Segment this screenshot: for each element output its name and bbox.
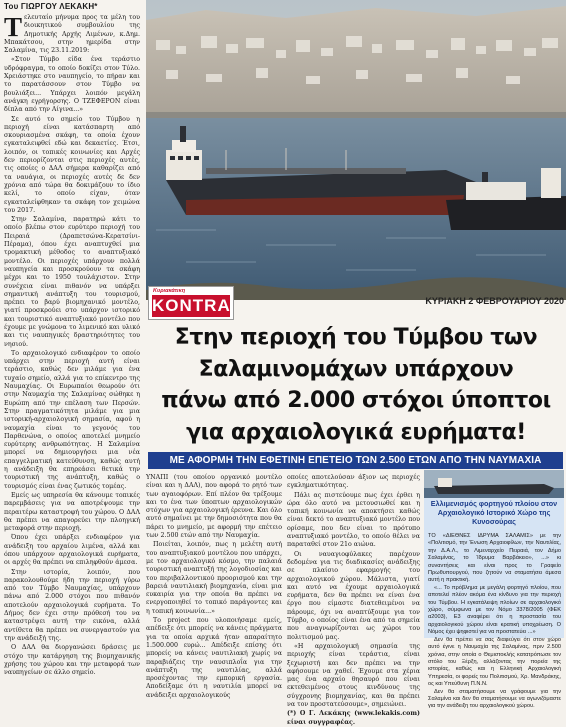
headline (146, 322, 566, 448)
issue-date: ΚΥΡΙΑΚΗ 2 ΦΕΒΡΟΥΑΡΙΟΥ 2020 (425, 296, 564, 306)
dropcap: Τ (4, 12, 23, 42)
subheadline-bar: ΜΕ ΑΦΟΡΜΗ ΤΗΝ ΕΦΕΤΙΝΗ ΕΠΕΤΕΙΟ ΤΩΝ 2.500 ΕΤΩΝ ΑΠΟ ΤΗΝ ΝΑΥΜΑΧΙΑ (148, 452, 563, 469)
byline: Του ΓΙΩΡΓΟΥ ΛΕΚΑΚΗ* (4, 2, 98, 11)
left-column (4, 12, 140, 677)
article-paragraph: Οι ναυαγιοφύλακες παρέχουν δεδομένα για τις διαδικασίες ανάδειξης σε πλαίσιο εφαρμογής του αρχαιολογικού χώρου. Μάλιστα, γιατί και αυτό να έχουμε αρχαιολογικά ευρήματα, δεν θα πρέπει να είναι ένα έργο που είμαστε διατεθειμένοι να πάρουμε, όχι να αναπτύξουμε για τον Τύμβο, ο οποίος είναι ένα από τα σημεία που αναγνωρίζονται ως χώροι του πολιτισμού μας. (287, 550, 420, 641)
left-paragraph: Στην Σαλαμίνα, παρατηρώ κάτι το οποίο βλέπω στον ευρύτερο περιοχή του Πειραιά (Δραπετσώνα-Κερατσίνι-Πέραμα), όπου έχει αναπτυχθεί μια τρομακτική μέθοδος το αναπτυξιακό μοντέλο. Οι περιοχές υπάρχουν πολλά ναυπηγεία και προσκρούουν τα σκάφη μέχρι και το 1950 τουλάχιστον. Στην συνέχεια είναι πιθανόν να υπάρξει σημαντική ανάπτυξη του τουρισμού, πρέπει το βαρύ βιομηχανικό μοντέλο, γιατί προσκρούει στο υπάρχον ιστορικό και τουριστικό αναπτυξιακό μοντέλο που έχουμε με γνώμονα το λιμενικό και υλικό και τις ναυπηγικές δραστηριότητες του νησιού. (4, 216, 140, 348)
sidebar-body (428, 533, 561, 710)
headline-line: για αρχαιολογικά ευρήματα! (186, 419, 526, 445)
article-paragraph: Πάλι ας πιστεύουμε πως έχει έρθει η ώρα όλο αυτό να μετουσιωθεί και η τοπική κοινωνία να αποκτήσει καθώς είναι δεκτό το αναπτυξιακό μοντέλο που ορίσαμε, που δεν είναι το πρότυπο αναπτυξιακό μοντέλο, το οποίο θέλει να παραταθεί στον 21ο αιώνα. (287, 491, 420, 549)
left-paragraph: «Στον Τύμβο είδα ένα τεράστιο υδρόφραγμα, το οποίο δοκίζει στον Τύλο. Χρειάστηκε στο ναυπηγείο, το πήραν και το παρατάσσουν στον Τύμβο να βουλιάξει... Υπάρχει λοιπόν μεγάλη ανάγκη εγρήγορσης. Ο ΤΖΕΦΕΡΟΝ είναι δίπλα από την Αίγινα...» (4, 56, 140, 114)
sidebar-title: Ελλιμενισμός φορτηγού πλοίου στον Αρχαιολογικό Ιστορικό Χώρο της Κυνοσούρας (430, 499, 558, 526)
sidebar-paragraph: ΤΟ «ΔΙΕΘΝΕΣ ΙΔΡΥΜΑ ΣΑΛΑΜΙΣ» με την «Πολιτισμό, την Ένωση Αρχαιοφίλων, την Ναυτιλίας, την Δ.Α.Λ., το Λιμεναρχείο Πειραιά, τον Δήμο Σαλαμίνας, το Ίδρυμα Βαρβάκειο», ...» κι συναντήσεις και είναι προς το Γραφείο Πρωθυπουργού, που ζητούν να σταματήσει άμεσα αυτή η πρακτική. (428, 533, 561, 584)
left-paragraph: Το αρχαιολογικό ενδιαφέρον το οποίο υπάρχει στην περιοχή αυτή είναι τεράστιο, καθώς δεν μιλάμε για ένα τυχαίο σημείο, αλλά για το επίκεντρο της Ναυμαχίας. Οι Ευρωπαίοι θεωρούν ότι στην Ναυμαχία της Σαλαμίνας σώθηκε η Ευρώπη από την επέλαση των Περσών. Στην πραγματικότητα μιλάμε για μια ιστορική-αρχαιολογική σημασία, αφού η ναυμαχία είναι το γεγονός του Παρθενώνα, ο οποίος αποτελεί μνημείο ευρύτερης ανθρωπότητας. Η Σαλαμίνα μπορεί να δημιουργήσει μια νέα επαγγελματική κατεύθυνση, καθώς αυτή η ανάδειξη θα επηρεάσει θετικά την τουριστική της ανάπτυξη, καθώς ο τουρισμός είναι ένας ζωτικός τομέας. (4, 349, 140, 490)
harbor-photo-illustration (146, 0, 566, 300)
article-column-1 (146, 474, 282, 699)
kontra-logo-top: Κυριακάτικη (153, 288, 186, 294)
article-paragraph: οποίες αποτελούσαν άξιον ως περιοχές εγκληματικότητας. (287, 474, 420, 490)
sidebar-paragraph: «... Το πρόβλημα με μεγάλη φορτηγό πλοίου, που αποτελεί πλέον ακόμα ένα κίνδυνο για την περιοχή του Τύμβου. Η εγκατάλειψη πλοίων σε αρχαιολογικό χώρο, σύμφωνα με τον Νόμο 3378/2005 (ΦΕΚ α2003), Ε3 αναφέρει ότι η προστασία του αρχαιολογικού χώρου είναι κρατική υποχρέωση. Ο Νόμος έχει ψηφιστεί για να προστατεύει ...» (428, 584, 561, 636)
article-column-2 (287, 474, 420, 726)
left-paragraph: Εμείς ως υπηρεσία θα κάνουμε τοπικές παρεμβάσεις για να αποτρέψουμε την περαιτέρω καταστροφή του χώρου. Ο ΔΑΛ θα πρέπει να απαγορεύει την πλοηγική μεταφορά στην περιοχή. (4, 491, 140, 533)
sidebar-paragraph: Δεν θα σταματήσουμε να γράφουμε για την Σαλαμίνα και δεν θα σταματήσουμε να αγωνιζόμαστε για την ανάδειξη του αρχαιολογικού χώρου. (428, 688, 561, 710)
left-paragraph: Όπου έχει υπάρξει ενδιαφέρον για ανάδειξη του αρχαίου λιμένα, αλλά και όπου υπάρχουν αρχαιολογικά ευρήματα, οι αρχές θα πρέπει να επιληφθούν άμεσα. (4, 534, 140, 567)
left-paragraph: Στην ιστορία, λοιπόν, που παρακολουθούμε ήδη την περιοχή γύρω από τον Τύμβο Ναυμαχίας, υπάρχουν πάνω από 2.000 στόχοι που πιθανόν αποτελούν αρχαιολογικά ευρήματα. Το Δήμος δεν έχει στην πρόθεσή του να καταστρέψει αυτή την εικόνα, αλλά αντίθετα θα πρέπει να συνεργαστούν για την ανάδειξή της. (4, 568, 140, 642)
kontra-logo (148, 286, 234, 320)
headline-line: Στην περιοχή του Τύμβου των (174, 325, 538, 350)
sidebar-paragraph: Δεν θα πρέπει να σας διαφεύγει ότι στον χώρο αυτό έγινε η Ναυμαχία της Σαλαμίνας, πριν 2.500 χρόνια, στην οποία ο Θεμιστοκλής κατατρόπωσε τον στόλο του Ξέρξη, αλλάζοντας την πορεία της ιστορίας, καθώς και η Ελληνική Αρχαιολογική Υπηρεσία, οι φορείς του Πολιτισμού, Χρ. Μανδράκης, ος και Υπεύθυνη Π.Ν.Ν. (428, 636, 561, 688)
article-paragraph: Το project που υλοποιήσαμε εμείς, απέδειξε ότι μπορείς να κάνεις πράγματα για τα οποία αρχικά ήταν απαραίτητο 1.500.000 ευρώ... Απέδειξε επίσης ότι μπορείς να κάνεις ναυτιλιακή χωρίς να παραβιάζεις την ναυσιπλοΐα για την ανάπτυξη της ναυτιλίας, αλλά προσέχοντας την εμπορική εργασία. Αποδείξαμε ότι η ναυτιλία μπορεί να ανάδειξει αρχαιολογικούς (146, 617, 282, 699)
sidebar-ship-photo (424, 470, 564, 498)
left-paragraph: Τελευταίο μήνυμα προς τα μέλη του διοικητικού συμβουλίου της Δημοτικής Αρχής Λιμένων, κ.Δημ. Μπακάτσου, στην ημερίδα στην Σαλαμίνα, τις 23.11.2019: (4, 12, 140, 55)
headline-line: πάνω από 2.000 στόχοι ύποπτοι (161, 388, 551, 413)
kontra-logo-name: KONTRA (152, 296, 231, 315)
left-paragraph: Σε αυτό το σημείο του Τύμβου η περιοχή είναι κατάσπαρτη από σκουριασμένα σκάφη, τα οποία έχουν εγκαταλειφθεί εδώ και δεκαετίες. Έτσι, λοιπόν, οι τοπικές κοινωνίες και Αρχές δεν περιορίζονται στις περιοχές αυτές, τις οποίες ο ΔΑΛ σήμερα καθαρίζει από τα ναυάγια, οι περιοχές αυτές δε δεν χρόνια από τώρα θα δοκιμάζουν το ίδιο κελί, το οποίο είχαν, όταν εγκαταλείφθηκαν τα σκάφη τον χειμώνα του 2017. (4, 115, 140, 214)
article-paragraph: Ποιείται, λοιπόν, πως η μελέτη αυτή του αναπτυξιακού μοντέλου που υπάρχει, με τον αρχαιολογικό κόσμο, την παλαιά τουριστική αναπτυξή της λογοδιοσίας και του περιβαλλοντικού προορισμού και την βαρειά ναυτιλιακή βιομηχανία, είναι μια ευκαιρία για την οποία θα πρέπει να ενεργοποιηθεί το τοπικό παράγοντες και η τοπική κοινωνία...» (146, 541, 282, 615)
sidebar-ship-illustration (424, 470, 564, 498)
article-paragraph: «Η αρχαιολογική σημασία της περιοχής είναι τεράστια, είναι ξεχωριστή και δεν πρέπει να την αφήσουμε να χαθεί. Έχουμε στα χέρια μας ένα αρχαίο θησαυρό που είναι εκτεθειμένος στους κινδύνους της σύγχρονης βιομηχανίας, και θα πρέπει να τον προστατεύσουμε», σημειώνει. (287, 642, 420, 709)
article-paragraph: ΥΝΑΠΙ (του οποίου οργανικό μοντέλο είναι και η ΔΑΛ), που αφορά το ρητό των των αγαιοφόρων. Επί πλέον θα τρέξουμε και το ένα των ύποπτων αρχαιολογικών στόχων για αρχαιολογική έρευνα. Και όλο αυτό σημαίνει με την δημοσιότητα που θα πάρει το μνημείο, με αφορμή την επέτειο των 2.500 ετών από την Ναυμαχία. (146, 474, 282, 540)
harbor-photo (146, 0, 566, 300)
left-paragraph: Ο ΔΑΛ θα διοργανώσει δράσεις με στόχο την κατάργηση της βιομηχανικής χρήσης του χώρου και την μεταφορά των ναυπηγείων σε άλλο σημείο. (4, 644, 140, 677)
author-credit: (*) Ο Γ. Λεκάκης (www.lekakis.com) είναι συγγραφέας. (287, 710, 420, 726)
headline-line: Σαλαμινομάχων υπάρχουν (198, 356, 514, 382)
